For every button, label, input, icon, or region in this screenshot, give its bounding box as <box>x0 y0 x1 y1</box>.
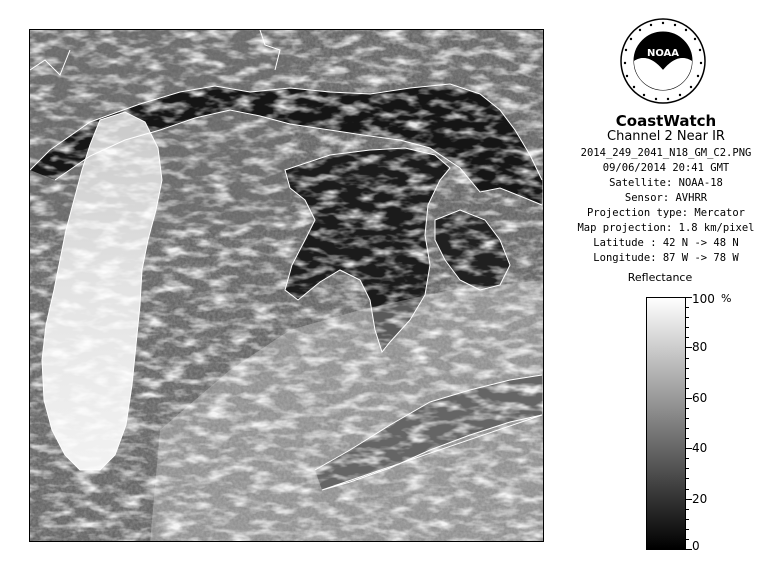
colorbar-minor-tick <box>686 378 689 379</box>
colorbar-tick-label: 0 <box>692 539 700 553</box>
colorbar-minor-tick <box>686 539 689 540</box>
colorbar-minor-tick <box>686 388 689 389</box>
colorbar-ticks <box>686 292 766 553</box>
colorbar-minor-tick <box>686 317 689 318</box>
noaa-logo <box>620 18 706 104</box>
satellite-map-svg <box>30 30 544 542</box>
reflectance-colorbar <box>646 297 686 550</box>
colorbar-minor-tick <box>686 438 689 439</box>
satellite-text: Satellite: NOAA-18 <box>609 177 723 189</box>
product-title: CoastWatch <box>615 112 717 130</box>
colorbar-minor-tick <box>686 307 689 308</box>
colorbar-tick-label: 100 <box>692 292 715 306</box>
colorbar-minor-tick <box>686 337 689 338</box>
legend-unit: % <box>721 292 732 305</box>
satellite-map <box>29 29 544 542</box>
sensor-text: Sensor: AVHRR <box>624 192 708 204</box>
colorbar-tick-label: 80 <box>692 340 708 355</box>
latitude-text: Latitude : 42 N -> 48 N <box>593 237 739 249</box>
datetime-text: 09/06/2014 20:41 GMT <box>602 162 730 174</box>
colorbar-minor-tick <box>686 529 689 530</box>
colorbar-minor-tick <box>686 358 689 359</box>
colorbar-tick-label: 20 <box>692 491 708 506</box>
colorbar-minor-tick <box>686 428 689 429</box>
longitude-text: Longitude: 87 W -> 78 W <box>593 252 739 264</box>
colorbar-minor-tick <box>686 418 689 419</box>
colorbar-minor-tick <box>686 489 689 490</box>
colorbar-minor-tick <box>686 519 689 520</box>
noaa-logo-text: NOAA <box>646 48 680 59</box>
colorbar-minor-tick <box>686 509 689 510</box>
map-projection-text: Map projection: 1.8 km/pixel <box>577 222 755 234</box>
colorbar-minor-tick <box>686 408 689 409</box>
colorbar-tick-label: 40 <box>692 441 708 456</box>
colorbar-minor-tick <box>686 368 689 369</box>
colorbar-minor-tick <box>686 458 689 459</box>
colorbar-tick-label: 60 <box>692 390 708 405</box>
colorbar-minor-tick <box>686 478 689 479</box>
colorbar-minor-tick <box>686 327 689 328</box>
noaa-logo-icon <box>620 18 706 104</box>
colorbar-minor-tick <box>686 468 689 469</box>
legend-title: Reflectance <box>627 271 693 284</box>
channel-label: Channel 2 Near IR <box>607 129 725 144</box>
filename-text: 2014_249_2041_N18_GM_C2.PNG <box>580 147 752 159</box>
projection-type-text: Projection type: Mercator <box>586 207 746 219</box>
metadata-block <box>560 146 772 266</box>
